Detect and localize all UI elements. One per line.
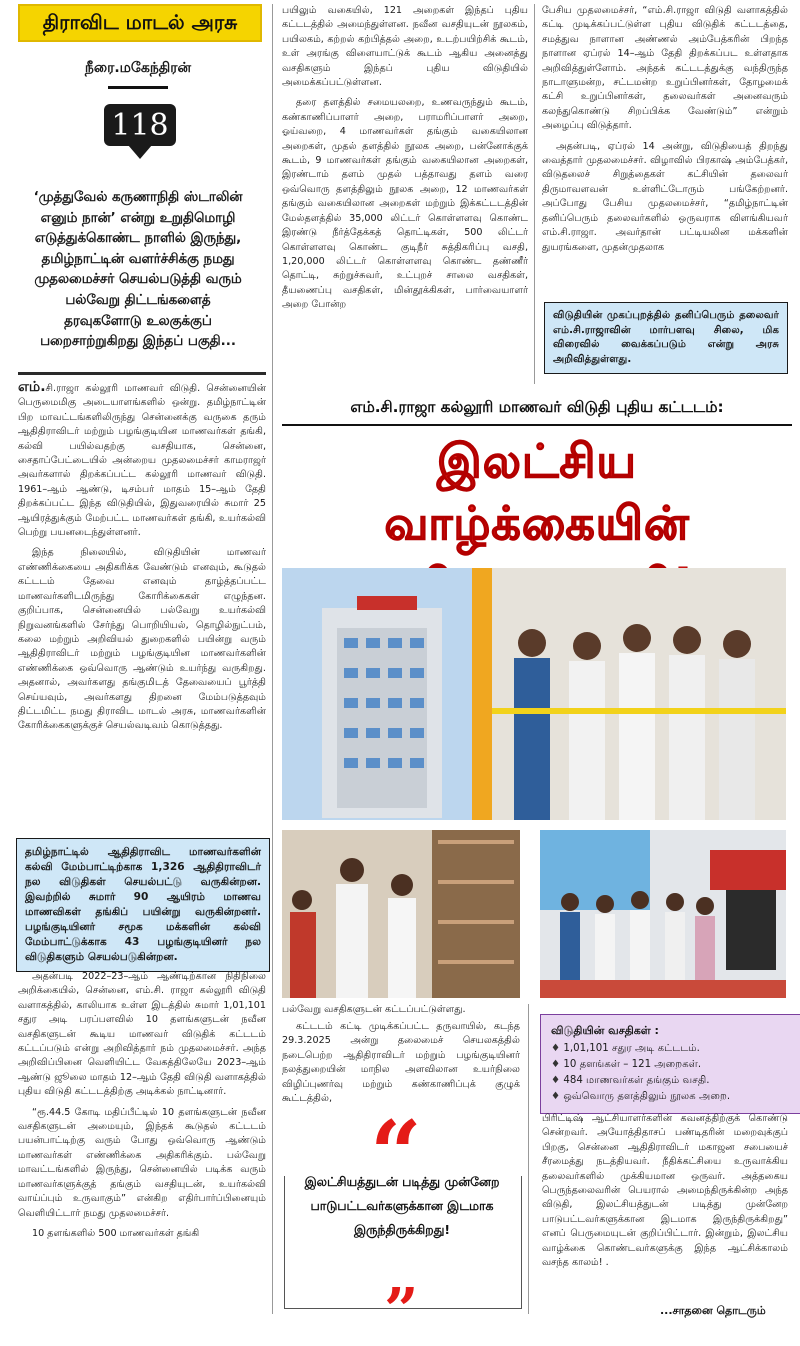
- photo-illustration: [282, 568, 786, 820]
- facility-item: ♦ ஒவ்வொரு தளத்திலும் நூலக அறை.: [551, 1089, 791, 1105]
- lower-right-text: [542, 1112, 788, 1276]
- col1-para-3: அதன்படி 2022–23–ஆம் ஆண்டிற்கான நிதிநிலை அறிக்கையில், சென்னை, எம்.சி. ராஜா கல்லூரி விடுதி வளாகத்தில், காலியாக உள்ள இடத்தில் சுமார் 1,01,101 சதுர அடி பரப்பளவில் 10 தளங்களுடன் நவீன வசதிகளுடன் கூடிய மாணவர் விடுதிக் கட்டடம் கட்டப்படும் என்று அறிவித்தார் நம் முதலமைச்சர். அந்த அறிவிப்பினை வெளியிட்ட வேகத்திலேயே 2023–ஆம் ஆண்டு ஜூலை மாதம் 12–ஆம் தேதி விடுதி வளாகத்தில் புதிய விடுதி கட்டடத்திற்கு அடிக்கல் நாட்டினார்.: [18, 971, 266, 1098]
- col1-para-1: சி.ராஜா கல்லூரி மாணவர் விடுதி. சென்னையின் பெருமைமிகு அடையாளங்களில் ஒன்று. தமிழ்நாட்டின் பிற மாவட்டங்களிலிருந்து சென்னைக்கு வருகை தரும் ஆதிதிராவிடர் மற்றும் பழங்குடியின மாணவர்கள் தங்கி, கல்வி பயில்வதற்கு வசதியாக, சென்னை, சைதாப்பேட்டையில் அன்றைய முதலமைச்சர் காமராஜர் அவர்களால் திறக்கப்பட்ட கல்லூரி மாணவர் விடுதி. 1961–ஆம் ஆண்டு, டிசம்பர் மாதம் 15–ஆம் தேதி திறக்கப்பட்ட இந்த விடுதியில், இதுவரையில் சுமார் 25 ஆயிரத்துக்கும் மேற்பட்ட மாணவர்கள் தங்கி, உயர்கல்வி பெற்று பயனடைந்துள்ளனர்.: [18, 383, 266, 539]
- close-quote-icon: ”: [384, 1276, 419, 1346]
- dropcap: எம்.: [18, 379, 46, 395]
- photo-caption: பல்வேறு வசதிகளுடன் கட்டப்பட்டுள்ளது.: [282, 1004, 466, 1015]
- col1-para-4: “ரூ.44.5 கோடி மதிப்பீட்டில் 10 தளங்களுடன் நவீன வசதிகளுடன் அமையும், இந்தக் கூடுதல் கட்டடம் பயன்பாட்டிற்கு வரும் போது ஒவ்வொரு ஆண்டும் மாணவர்கள் எண்ணிக்கை அதிகரிக்கும். பல்வேறு மாவட்டங்களில் இருந்து, சென்னையில் படிக்க வரும் மாணவர்களுக்குத் தங்கும் வசதியுடன், உயர்கல்வி வாய்ப்பும் உருவாகும்” என்கிற எதிர்பார்ப்பினையும் வெளியிட்டார் நமது முதலமைச்சர்.: [18, 1106, 266, 1219]
- continued-label: ...சாதனை தொடரும்: [660, 1304, 766, 1317]
- headline-kicker: எம்.சி.ராஜா கல்லூரி மாணவர் விடுதி புதிய கட்டடம்:: [350, 398, 724, 416]
- col3: [542, 4, 788, 261]
- episode-badge-tip: [128, 145, 152, 159]
- facility-item: ♦ 1,01,101 சதுர அடி கட்டடம்.: [551, 1041, 791, 1057]
- facility-item: ♦ 10 தளங்கள் – 121 அறைகள்.: [551, 1057, 791, 1073]
- column-rule-mid: [534, 4, 535, 384]
- author-underline: [108, 86, 168, 89]
- intro-divider: [18, 372, 266, 375]
- facilities-heading: விடுதியின் வசதிகள் :: [551, 1024, 659, 1037]
- photo-library-visit: [282, 830, 520, 998]
- col2-para-2: தரை தளத்தில் சமையலறை, உணவருந்தும் கூடம், கண்காணிப்பாளர் அறை, பராமரிப்பாளர் அறை, ஓய்வறை, 4 மாணவர்கள் தங்கும் வகையிலான அறைகள், முதல் தளத்தில் நூலக அறை, பன்னோக்குக் கூடம், 9 மாணவர்கள் தங்கும் வகையிலான அறைகள், இரண்டாம் தளம் முதல் பத்தாவது தளம் வரை ஒவ்வொரு தளத்திலும் நூலக அறை, 12 மாணவர்கள் தங்கும் வகையிலான அறைகள் மற்றும் இக்கட்டடத்தின் மேல்தளத்தில் 35,000 லிட்டர் கொள்ளளவு கொண்ட இரண்டு நீர்த்தேக்கத் தொட்டிகள், 500 லிட்டர் கொள்ளளவு கொண்ட குடிநீர் சுத்திகரிப்பு வசதி, 1,20,000 லிட்டர் கொள்ளளவு கொண்ட தண்ணீர் தொட்டி, சுற்றுச்சுவர், உட்புறச் சாலை வசதிகள், தீயணைப்பு வசதிகள், மின்தூக்கிகள், பார்வையாளர் அறை போன்ற: [282, 97, 528, 311]
- episode-badge: 118: [104, 104, 176, 146]
- col3-para-1: பேசிய முதலமைச்சர், “எம்.சி.ராஜா விடுதி வளாகத்தில் கட்டி முடிக்கப்பட்டுள்ள புதிய விடுதிக் கட்டடத்தை, சமத்துவ நாளான அண்ணல் அம்பேத்கரின் பிறந்த நாளான ஏப்ரல் 14–ஆம் தேதி திறக்கப்பட உள்ளதாக அறிவித்துள்ளோம். அந்தக் கட்டடத்துக்கு வந்திருந்த நாடாளுமன்ற, சட்டமன்ற உறுப்பினர்கள், தோழமைக் கட்சி உறுப்பினர்கள், தலைவர்கள் அனைவரும் கலந்துகொண்டு சிறப்பிக்க வேண்டும்” என்றும் அழைப்பு விடுத்தார்.: [542, 5, 788, 132]
- col1-highlight-box: தமிழ்நாட்டில் ஆதிதிராவிட மாணவர்களின் கல்வி மேம்பாட்டிற்காக 1,326 ஆதிதிராவிடர் நல விடுதிகள் செயல்பட்டு வருகின்றன. இவற்றில் சுமார் 90 ஆயிரம் மாணவ மாணவிகள் தங்கிப் பயின்று வருகின்றனர். பழங்குடியினர் சமூக மக்களின் கல்வி மேம்பாட்டுக்காக 43 பழங்குடியினர் நல விடுதிகளும் செயல்படுகின்றன.: [16, 838, 270, 972]
- headline-rule: [282, 424, 792, 426]
- open-quote-icon: “: [370, 1101, 422, 1207]
- facilities-box: [540, 1014, 800, 1114]
- section-banner: [18, 4, 262, 42]
- photo-building-and-inauguration: [282, 568, 786, 820]
- col1-bottom: [18, 970, 266, 1247]
- col3-para-2: அதன்படி, ஏப்ரல் 14 அன்று, விடுதியைத் திறந்து வைத்தார் முதலமைச்சர். விழாவில் பிரகாஷ் அம்பேத்கர், விடுதலைச் சிறுத்தைகள் கட்சியின் தலைவர் திருமாவளவன் உள்ளிட்டோரும் பங்கேற்றனர். அப்போது பேசிய முதலமைச்சர், “தமிழ்நாட்டின் தனிப்பெரும் தலைவர்களில் ஒருவராக விளங்கியவர் எம்.சி.ராஜா. அவர்தான் பட்டியலின மக்களின் துயரங்களை, முதன்முதலாக: [542, 140, 788, 253]
- column-rule-lower: [528, 1004, 529, 1314]
- lower-mid-text: [282, 1020, 520, 1112]
- section-title: திராவிட மாடல் அரசு: [42, 9, 238, 34]
- photo-illustration: [282, 830, 520, 998]
- lower-right-para-1: பிரிட்டிஷ் ஆட்சியாளர்களின் கவனத்திற்குக் கொண்டு சென்றவர். அயோத்திதாசப் பண்டிதரின் மறைவுக்குப் பிறகு, சென்னை ஆதிதிராவிடர் மகாஜன சபையைச் சீரமைத்து நடத்தியவர். நீதிக்கட்சியை உருவாக்கிய தலைவர்களில் முக்கியமான ஒருவர். அத்தகைய பெருந்தலைவரின் பெயரால் அமைந்திருக்கின்ற அந்த விடுதி, இலட்சியத்துடன் படித்து முன்னேற பாடுபட்டவர்களுக்கான இடமாக இருந்திருக்கிறது” எனப் பெருமையுடன் குறிப்பிட்டார். இன்றும், இலட்சிய வாழ்க்கை கொண்டவர்களுக்கு இந்த ஆட்சிக்காலம் வசந்த காலம்! .: [542, 1113, 788, 1269]
- photo-plaque-unveiling: [540, 830, 786, 998]
- col2: [282, 4, 528, 319]
- lower-mid-para-1: கட்டடம் கட்டி முடிக்கப்பட்ட தருவாயில், கடந்த 29.3.2025 அன்று தலைமைச் செயலகத்தில் நடைபெற்ற ஆதிதிராவிடர் மற்றும் பழங்குடியினர் நலத்துறையின் மாநில அளவிலான உயர்நிலை விழிப்புணர்வு மற்றும் கண்காணிப்புக் குழுக் கூட்டத்தில்,: [282, 1021, 520, 1105]
- column-rule-left: [272, 4, 273, 1314]
- col1-top: [18, 380, 266, 740]
- author-name: நீரை.மகேந்திரன்: [84, 60, 192, 76]
- col1-para-5: 10 தளங்களில் 500 மாணவர்கள் தங்கி: [32, 1227, 200, 1239]
- photo-illustration: [540, 830, 786, 998]
- col1-para-2: இந்த நிலையில், விடுதியின் மாணவர் எண்ணிக்கையை அதிகரிக்க வேண்டும் எனவும், கூடுதல் கட்டடம் தேவை எனவும் தாழ்த்தப்பட்ட மாணவர்களிடமிருந்து கோரிக்கைகள் எழுந்தன. குறிப்பாக, சென்னையில் பல்வேறு உயர்கல்வி நிறுவனங்களில் சேர்ந்து பொறியியல், தொழில்நுட்பம், கலை மற்றும் அறிவியல் துறைகளில் பயின்று வரும் ஆதிதிராவிடர் மற்றும் பழங்குடியின மாணவர்களின் எண்ணிக்கை ஒவ்வொரு ஆண்டும் உயர்ந்து வருகிறது. அதனால், அவர்களது தங்குமிடத் தேவையைப் பூர்த்தி செய்யவும், அவர்களது திறனை மேம்படுத்தவும் திட்டமிட்ட நமது திராவிட மாடல் அரசு, மாணவர்களின் கோரிக்கைகளுக்குச் செயல்வடிவம் கொடுத்தது.: [18, 547, 266, 732]
- col3-highlight-box: விடுதியின் முகப்புறத்தில் தனிப்பெரும் தலைவர் எம்.சி.ராஜாவின் மார்பளவு சிலை, மிக விரைவில் வைக்கப்படும் என்று அரசு அறிவித்துள்ளது.: [544, 302, 788, 374]
- intro-text: ‘முத்துவேல் கருணாநிதி ஸ்டாலின் எனும் நான்’ என்று உறுதிமொழி எடுத்துக்கொண்ட நாளில் இருந்து, தமிழ்நாட்டின் வளர்ச்சிக்கு நமது முதலமைச்சர் செயல்படுத்தி வரும் பல்வேறு திட்டங்களைத் தரவுகளோடு உலகுக்குப் பறைசாற்றுகிறது இந்தப் பகுதி...: [33, 190, 243, 350]
- col2-para-1: பயிலும் வகையில், 121 அறைகள் இந்தப் புதிய கட்டடத்தில் அமைந்துள்ளன. நவீன வசதியுடன் நூலகம், பயிலகம், கற்றல் கற்பித்தல் அறை, உடற்பயிற்சிக் கூடம், உள் அரங்கு விளையாட்டுக் கூடம் ஆகிய அனைத்து வசதிகளும் இந்தப் புதிய விடுதியில் அமைக்கப்பட்டுள்ளன.: [282, 5, 528, 89]
- pull-quote-text: இலட்சியத்துடன் படித்து முன்னேற பாடுபட்டவர்களுக்கான இடமாக இருந்திருக்கிறது!: [304, 1174, 500, 1237]
- facility-item: ♦ 484 மாணவர்கள் தங்கும் வசதி.: [551, 1073, 791, 1089]
- headline-line-1: இலட்சிய வாழ்க்கையின்: [384, 434, 690, 550]
